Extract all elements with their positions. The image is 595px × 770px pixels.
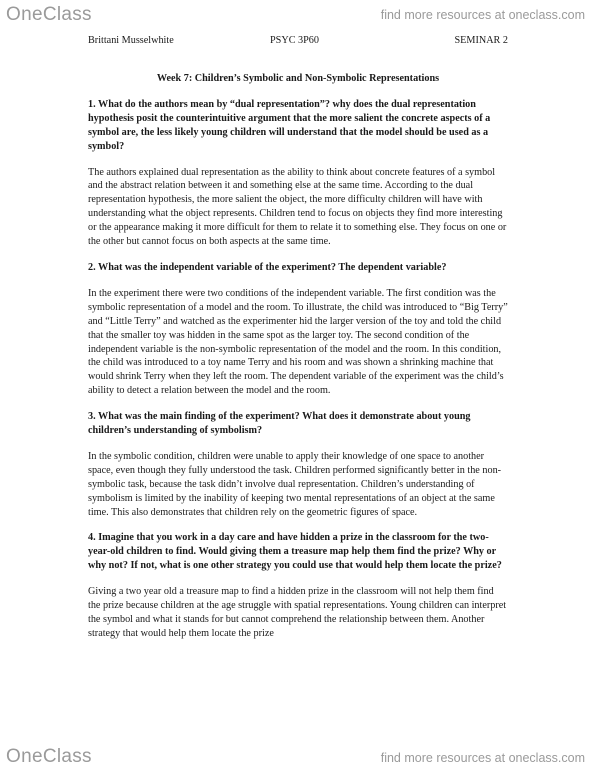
question-3: 3. What was the main finding of the experiment? What does it demonstrate about young children’s understanding of symbolism? bbox=[88, 411, 471, 437]
logo-text-footer: OneClass bbox=[6, 746, 92, 767]
document-header bbox=[88, 34, 508, 48]
seminar-label: SEMINAR 2 bbox=[454, 35, 508, 46]
author-name: Brittani Musselwhite bbox=[88, 35, 174, 46]
top-banner bbox=[0, 0, 595, 30]
document-page bbox=[88, 34, 508, 641]
document-title: Week 7: Children’s Symbolic and Non-Symbolic Representations bbox=[156, 73, 440, 84]
answer-4: Giving a two year old a treasure map to find a hidden prize in the classroom will not help them find the prize because children at the age struggle with spatial representations. Young children can interpret the symbol and what it stands for but cannot comprehend the relationship between them. Another strategy that would help them locate the prize bbox=[88, 586, 507, 639]
answer-2: In the experiment there were two conditions of the independent variable. The first condition was the symbolic representation of a model and the room. To illustrate, the child was introduced to “Big Terry” and “Little Terry” and watched as the experimenter hid the larger version of the toy and told the child that the smaller toy was hidden in the same spot as the larger toy. The second condition of the independent variable is the non-symbolic representation of the model and the room. In this condition, the child was introduced to a toy name Terry and his room and was shown a shrinking machine that would shrink Terry when they left the room. The dependent variable of the experiment was the child’s ability to detect a relation between the model and the room. bbox=[88, 287, 508, 397]
oneclass-logo[interactable] bbox=[6, 4, 92, 26]
bottom-banner bbox=[0, 742, 595, 770]
answer-3: In the symbolic condition, children were unable to apply their knowledge of one space to another space, even though they fully understood the task. Children performed significantly better in the non-symbolic task, because the task didn’t involve dual representation. Children’s understanding of symbolism is limited by the inability of keeping two mental representations of an object at the same time. This also demonstrates that children rely on the geometric figures of space. bbox=[88, 450, 502, 518]
question-1: 1. What do the authors mean by “dual representation”? why does the dual representation hypothesis posit the counterintuitive argument that the more salient the concrete aspects of a symbol are, the less likely young children will understand that the model should be used as a symbol? bbox=[88, 98, 491, 152]
logo-text: OneClass bbox=[6, 4, 92, 25]
answer-1: The authors explained dual representation as the ability to think about concrete features of a symbol and the abstract relation between it and something else at the same time. According to the dual representation hypothesis, the more salient the object, the more difficulty children will have with understanding what the object represents. Children tend to focus on objects they find more interesting or the appearance making it more difficult for them to relate it to something else. They focus on one or the other but cannot focus on both aspects at the same time. bbox=[88, 166, 507, 248]
course-code: PSYC 3P60 bbox=[270, 35, 319, 46]
question-4: 4. Imagine that you work in a day care and have hidden a prize in the classroom for the two-year-old children to find. Would giving them a treasure map help them find the prize? Why or why not? If not, what is one other strategy you could use that would help them locate the prize? bbox=[88, 532, 502, 572]
oneclass-logo-footer[interactable] bbox=[6, 746, 92, 768]
question-2: 2. What was the independent variable of the experiment? The dependent variable? bbox=[88, 261, 447, 273]
promo-link-footer[interactable]: find more resources at oneclass.com bbox=[380, 751, 585, 765]
promo-link[interactable]: find more resources at oneclass.com bbox=[380, 8, 585, 22]
